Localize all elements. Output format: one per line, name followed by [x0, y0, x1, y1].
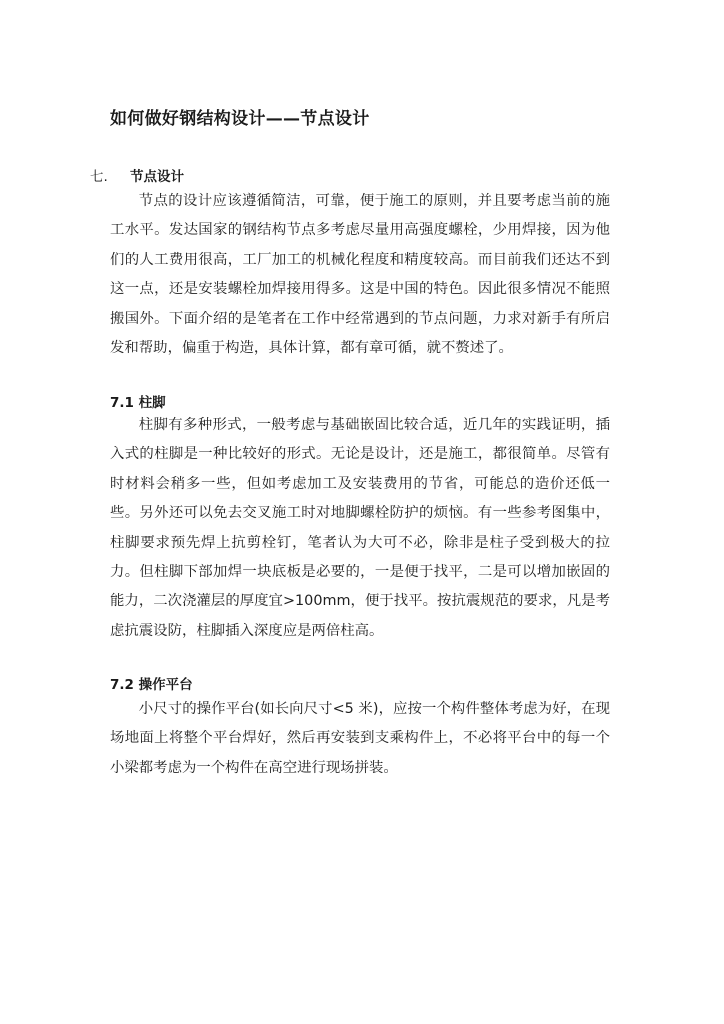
- document-title: 如何做好钢结构设计——节点设计: [110, 109, 370, 129]
- section-title: 节点设计: [130, 169, 184, 185]
- section-number: 七.: [90, 169, 108, 185]
- section-intro-paragraph: 节点的设计应该遵循简洁，可靠，便于施工的原则，并且要考虑当前的施工水平。发达国家的钢结构节点多考虑尽量用高强度螺栓，少用焊接，因为他们的人工费用很高，工厂加工的机械化程度和精度较高。而目前我们还达不到这一点，还是安装螺栓加焊接用得多。这是中国的特色。因此很多情况不能照搬国外。下面介绍的是笔者在工作中经常遇到的节点问题，力求对新手有所启发和帮助，偏重于构造，具体计算，都有章可循，就不赘述了。: [110, 193, 610, 357]
- subsection-heading-platform: 7.2 操作平台: [110, 677, 193, 693]
- subsection-heading-column-base: 7.1 柱脚: [110, 395, 166, 411]
- subsection-paragraph-column-base: 柱脚有多种形式，一般考虑与基础嵌固比较合适，近几年的实践证明，插入式的柱脚是一种比较好的形式。无论是设计，还是施工，都很简单。尽管有时材料会稍多一些，但如考虑加工及安装费用的节省，可能总的造价还低一些。另外还可以免去交叉施工时对地脚螺栓防护的烦恼。有一些参考图集中，柱脚要求预先焊上抗剪栓钉，笔者认为大可不必，除非是柱子受到极大的拉力。但柱脚下部加焊一块底板是必要的，一是便于找平，二是可以增加嵌固的能力，二次浇灌层的厚度宜>100mm，便于找平。按抗震规范的要求，凡是考虑抗震设防，柱脚插入深度应是两倍柱高。: [110, 417, 610, 639]
- subsection-paragraph-platform: 小尺寸的操作平台(如长向尺寸<5 米)，应按一个构件整体考虑为好，在现场地面上将整个平台焊好，然后再安装到支乘构件上，不必将平台中的每一个小梁都考虑为一个构件在高空进行现场拼装。: [110, 701, 610, 776]
- section-heading: [90, 165, 184, 185]
